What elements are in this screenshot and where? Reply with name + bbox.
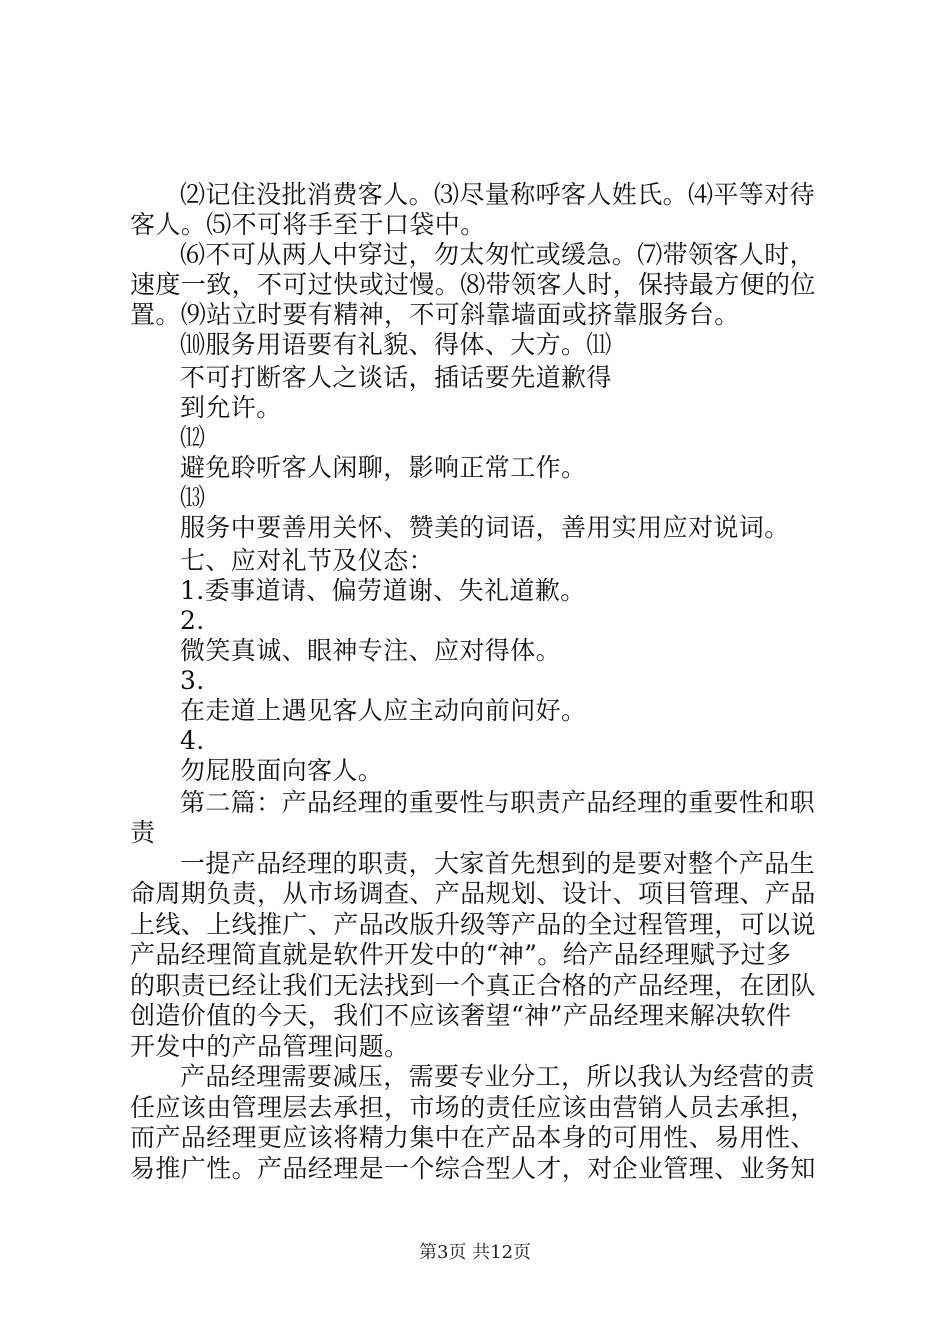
text-line: 4.	[180, 726, 205, 755]
text-line: 到允许。	[180, 393, 282, 422]
text-line: 易推广性。产品经理是一个综合型人才，对企业管理、业务知	[130, 1154, 816, 1183]
text-line: ⒀	[180, 483, 206, 512]
page-footer: 第3页 共12页	[418, 1242, 532, 1263]
text-line: 1.委事道请、偏劳道谢、失礼道歉。	[180, 576, 586, 605]
text-line: 产品经理简直就是软件开发中的“神”。给产品经理赋予过多	[130, 940, 792, 969]
text-line: 勿屁股面向客人。	[180, 756, 384, 785]
text-line: 避免聆听客人闲聊，影响正常工作。	[180, 453, 587, 482]
text-line: 服务中要善用关怀、赞美的词语，善用实用应对说词。	[180, 513, 790, 542]
text-line: 客人。⑸不可将手至于口袋中。	[130, 210, 486, 239]
text-line: 不可打断客人之谈话，插话要先道歉得	[180, 363, 612, 392]
text-line: 创造价值的今天，我们不应该奢望“神”产品经理来解决软件	[130, 1001, 792, 1030]
text-line: ⑽服务用语要有礼貌、得体、大方。⑾	[180, 330, 612, 359]
text-line: 一提产品经理的职责，大家首先想到的是要对整个产品生	[180, 849, 816, 878]
text-line: 任应该由管理层去承担，市场的责任应该由营销人员去承担，	[130, 1093, 816, 1122]
text-line: ⑿	[180, 423, 206, 452]
text-line: 上线、上线推广、产品改版升级等产品的全过程管理，可以说	[130, 910, 816, 939]
text-line: ⑵记住没批消费客人。⑶尽量称呼客人姓氏。⑷平等对待	[180, 180, 816, 209]
text-line: 而产品经理更应该将精力集中在产品本身的可用性、易用性、	[130, 1123, 816, 1152]
text-line: 产品经理需要减压，需要专业分工，所以我认为经营的责	[180, 1062, 816, 1091]
text-line: 在走道上遇见客人应主动向前问好。	[180, 696, 587, 725]
text-line: 2.	[180, 606, 205, 635]
text-line: 3.	[180, 666, 205, 695]
text-line: ⑹不可从两人中穿过，勿太匆忙或缓急。⑺带领客人时，	[180, 240, 816, 269]
chapter-heading: 第二篇：产品经理的重要性与职责产品经理的重要性和职	[180, 788, 816, 817]
text-line: 速度一致，不可过快或过慢。⑻带领客人时，保持最方便的位	[130, 270, 816, 299]
section-heading: 七、应对礼节及仪态：	[180, 546, 435, 575]
text-line: 置。⑼站立时要有精神，不可斜靠墙面或挤靠服务台。	[130, 300, 740, 329]
text-line: 开发中的产品管理问题。	[130, 1032, 410, 1061]
chapter-heading-continued: 责	[130, 818, 156, 847]
text-line: 的职责已经让我们无法找到一个真正合格的产品经理，在团队	[130, 971, 816, 1000]
text-line: 命周期负责，从市场调查、产品规划、设计、项目管理、产品	[130, 879, 816, 908]
text-line: 微笑真诚、眼神专注、应对得体。	[180, 636, 562, 665]
